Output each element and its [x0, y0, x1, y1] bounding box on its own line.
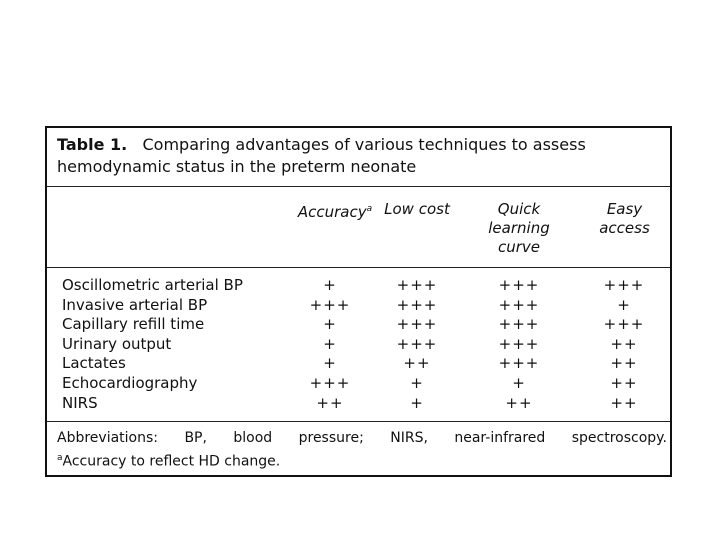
- table-title-text: Comparing advantages of various techniques to assess hemodynamic status in the preterm neonate: [57, 135, 586, 176]
- header-rule: [47, 267, 670, 268]
- rating-cell: +++: [396, 315, 438, 334]
- table-title: [57, 134, 662, 178]
- column-header-easy-access: Easy access: [599, 200, 650, 237]
- rating-cell: +++: [309, 374, 351, 392]
- rating-cell: +++: [396, 295, 438, 314]
- footnote-word: near-infrared: [454, 430, 546, 446]
- table-row: [47, 275, 670, 295]
- column-header-accuracy-text: Accuracy: [297, 203, 367, 221]
- footnote-word: NIRS,: [390, 430, 428, 446]
- rating-cell: +: [323, 334, 337, 353]
- rating-cell: +: [410, 393, 424, 412]
- rating-cell: +++: [396, 276, 438, 294]
- accuracy-footnote: [57, 448, 667, 472]
- table-row: [47, 295, 670, 315]
- footer-rule: [47, 421, 670, 422]
- title-rule: [47, 186, 670, 187]
- rating-cell: +: [323, 354, 337, 373]
- row-label: Capillary refill time: [62, 315, 205, 334]
- rating-cell: +: [323, 315, 337, 334]
- accuracy-footnote-marker: a: [366, 204, 373, 214]
- rating-cell: +: [512, 374, 526, 392]
- abbreviations-footnote: [57, 428, 667, 448]
- rating-cell: +: [323, 276, 337, 294]
- rating-cell: ++: [505, 393, 533, 412]
- rating-cell: ++: [610, 393, 638, 412]
- column-header-quick-learning-curve: Quick learning curve: [488, 200, 550, 256]
- rating-cell: +++: [603, 276, 645, 294]
- footnote-marker: a: [57, 453, 63, 463]
- rating-cell: +++: [396, 334, 438, 353]
- rating-cell: +++: [498, 334, 540, 353]
- rating-cell: ++: [403, 354, 431, 373]
- row-label: Echocardiography: [62, 374, 198, 392]
- rating-cell: +++: [498, 276, 540, 294]
- row-label: Urinary output: [62, 334, 172, 353]
- footnote-word: pressure;: [298, 430, 364, 446]
- row-label: NIRS: [62, 393, 98, 412]
- rating-cell: +: [617, 295, 631, 314]
- table-title-label: Table 1.: [57, 135, 128, 154]
- table-row: [47, 353, 670, 373]
- footnote-word: spectroscopy.: [571, 430, 667, 446]
- rating-cell: ++: [610, 374, 638, 392]
- accuracy-footnote-text: Accuracy to reflect HD change.: [62, 453, 281, 470]
- table-row: [47, 393, 670, 413]
- column-header-low-cost: Low cost: [384, 200, 450, 218]
- rating-cell: +++: [498, 295, 540, 314]
- footnote-word: blood: [233, 430, 273, 446]
- rating-cell: +: [410, 374, 424, 392]
- rating-cell: +++: [498, 315, 540, 334]
- footnote-word: Abbreviations:: [57, 430, 158, 446]
- rating-cell: ++: [610, 334, 638, 353]
- rating-cell: ++: [316, 393, 344, 412]
- row-label: Invasive arterial BP: [62, 295, 208, 314]
- rating-cell: +++: [603, 315, 645, 334]
- footnote-word: BP,: [184, 430, 207, 446]
- table-row: [47, 373, 670, 393]
- rating-cell: ++: [610, 354, 638, 373]
- table-footnotes: [57, 428, 667, 472]
- row-label: Lactates: [62, 354, 126, 373]
- row-label: Oscillometric arterial BP: [62, 276, 243, 294]
- comparison-table: [45, 126, 672, 477]
- rating-cell: +++: [309, 295, 351, 314]
- column-header-accuracy: [285, 200, 385, 222]
- table-row: [47, 314, 670, 334]
- table-row: [47, 334, 670, 354]
- rating-cell: +++: [498, 354, 540, 373]
